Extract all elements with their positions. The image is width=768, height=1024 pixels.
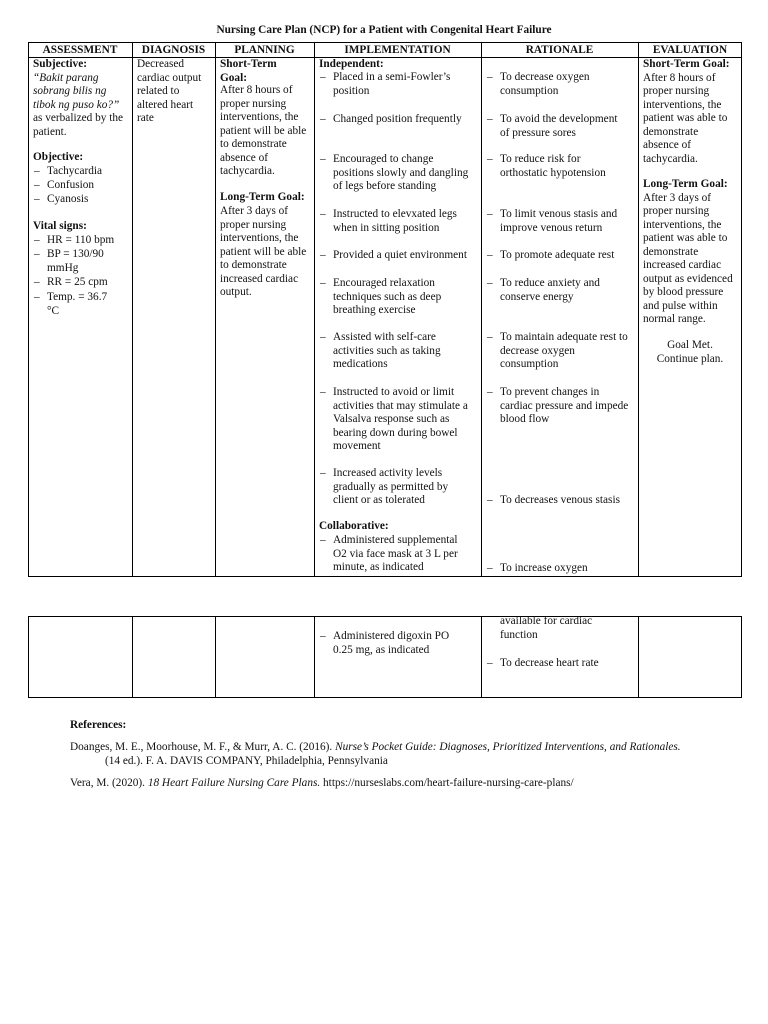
collaborative-item: – Administered supplemental O2 via face mask at 3 L per minute, as indicated bbox=[319, 534, 458, 575]
objective-item: – Tachycardia bbox=[33, 165, 102, 179]
reference-title: Nurse’s Pocket Guide: Diagnoses, Prioritized Interventions, and Rationales. bbox=[335, 741, 681, 753]
care-plan-table-continued-border bbox=[28, 616, 742, 698]
header-diagnosis: DIAGNOSIS bbox=[141, 44, 206, 56]
intervention-item: – Instructed to elevxated legs when in sitting position bbox=[319, 208, 457, 235]
intervention-item: – Instructed to avoid or limit activities that may stimulate a Valsalva response such as bearing down during bowel movement bbox=[319, 386, 468, 454]
column-divider bbox=[481, 616, 482, 698]
reference-entry bbox=[70, 741, 690, 768]
objective-item: – Cyanosis bbox=[33, 193, 88, 207]
header-row-divider bbox=[28, 57, 742, 58]
objective-item: – Confusion bbox=[33, 179, 94, 193]
column-divider bbox=[314, 42, 315, 577]
column-divider bbox=[481, 42, 482, 577]
objective-label: Objective: bbox=[33, 151, 84, 163]
rationale-item: – To prevent changes in cardiac pressure and impede blood flow bbox=[486, 386, 628, 427]
collaborative-item: – Administered digoxin PO 0.25 mg, as indicated bbox=[319, 630, 449, 657]
column-divider bbox=[638, 616, 639, 698]
reference-title: 18 Heart Failure Nursing Care Plans. bbox=[147, 777, 321, 789]
column-divider bbox=[215, 616, 216, 698]
evaluation-long-term-label: Long-Term Goal: bbox=[643, 178, 728, 190]
rationale-item: – To decreases venous stasis bbox=[486, 494, 620, 508]
references-heading: References: bbox=[70, 719, 127, 731]
rationale-item: – To maintain adequate rest to decrease oxygen consumption bbox=[486, 331, 628, 372]
evaluation-next-step: Continue plan. bbox=[656, 352, 724, 365]
evaluation-short-term-label: Short-Term Goal: bbox=[643, 58, 730, 70]
rationale-item: – To reduce risk for orthostatic hypotension bbox=[486, 153, 606, 180]
header-planning: PLANNING bbox=[234, 44, 295, 56]
reference-entry bbox=[70, 777, 690, 791]
header-implementation: IMPLEMENTATION bbox=[344, 44, 451, 56]
rationale-item: – To reduce anxiety and conserve energy bbox=[486, 277, 600, 304]
intervention-item: – Encouraged relaxation techniques such as deep breathing exercise bbox=[319, 277, 441, 318]
subjective-label: Subjective: bbox=[33, 58, 87, 70]
document-title: Nursing Care Plan (NCP) for a Patient with Congenital Heart Failure bbox=[216, 24, 552, 36]
column-divider bbox=[215, 42, 216, 577]
header-assessment: ASSESSMENT bbox=[42, 44, 118, 56]
vital-sign-item: – HR = 110 bpm bbox=[33, 234, 114, 248]
rationale-item: – To increase oxygen bbox=[486, 562, 588, 576]
column-divider bbox=[638, 42, 639, 577]
rationale-item: – To promote adequate rest bbox=[486, 249, 614, 263]
intervention-item: – Placed in a semi-Fowler’s position bbox=[319, 71, 450, 98]
intervention-item: – Assisted with self-care activities such as taking medications bbox=[319, 331, 441, 372]
planning-long-term-goal: After 3 days of proper nursing interventions, the patient will be able to demonstrate increased cardiac output. bbox=[220, 205, 307, 298]
planning-short-term-label: Short-Term Goal: bbox=[220, 58, 277, 84]
subjective-note: as verbalized by the patient. bbox=[33, 112, 124, 138]
reference-url: https://nurseslabs.com/heart-failure-nursing-care-plans/ bbox=[320, 777, 574, 789]
rationale-item: – To decrease heart rate bbox=[486, 657, 599, 671]
reference-authors: Doanges, M. E., Moorhouse, M. F., & Murr, A. C. (2016). bbox=[70, 741, 336, 753]
intervention-item: – Encouraged to change positions slowly and dangling of legs before standing bbox=[319, 153, 468, 194]
reference-authors: Vera, M. (2020). bbox=[70, 777, 148, 789]
subjective-quote: “Bakit parang sobrang bilis ng tibok ng puso ko?” bbox=[33, 71, 120, 111]
column-divider bbox=[132, 616, 133, 698]
evaluation-status: Goal Met. bbox=[667, 339, 713, 351]
rationale-item: – To decrease oxygen consumption bbox=[486, 71, 590, 98]
rationale-item-continued: available for cardiac function bbox=[500, 615, 593, 641]
collaborative-label: Collaborative: bbox=[319, 520, 389, 532]
independent-label: Independent: bbox=[319, 58, 384, 70]
header-evaluation: EVALUATION bbox=[652, 44, 728, 56]
reference-publisher: (14 ed.). F. A. DAVIS COMPANY, Philadelphia, Pennsylvania bbox=[105, 754, 388, 767]
intervention-item: – Provided a quiet environment bbox=[319, 249, 467, 263]
intervention-item: – Increased activity levels gradually as permitted by client or as tolerated bbox=[319, 467, 448, 508]
evaluation-short-term-result: After 8 hours of proper nursing interventions, the patient was able to demonstrate absence of tachycardia. bbox=[643, 71, 728, 165]
vital-signs-label: Vital signs: bbox=[33, 220, 87, 232]
vital-sign-item: – RR = 25 cpm bbox=[33, 276, 108, 290]
planning-long-term-label: Long-Term Goal: bbox=[220, 191, 305, 203]
rationale-item: – To avoid the development of pressure sores bbox=[486, 113, 617, 140]
nursing-diagnosis: Decreased cardiac output related to altered heart rate bbox=[137, 58, 202, 124]
vital-sign-item: – BP = 130/90 mmHg bbox=[33, 248, 104, 275]
vital-sign-item: – Temp. = 36.7 °C bbox=[33, 291, 107, 318]
rationale-item: – To limit venous stasis and improve venous return bbox=[486, 208, 617, 235]
column-divider bbox=[314, 616, 315, 698]
intervention-item: – Changed position frequently bbox=[319, 113, 462, 127]
column-divider bbox=[132, 42, 133, 577]
planning-short-term-goal: After 8 hours of proper nursing interventions, the patient will be able to demonstrate absence of tachycardia. bbox=[220, 84, 307, 177]
header-rationale: RATIONALE bbox=[525, 44, 594, 56]
evaluation-long-term-result: After 3 days of proper nursing interventions, the patient was able to demonstrate increased cardiac output as evidenced by blood pressure and pulse within normal range. bbox=[643, 191, 733, 325]
